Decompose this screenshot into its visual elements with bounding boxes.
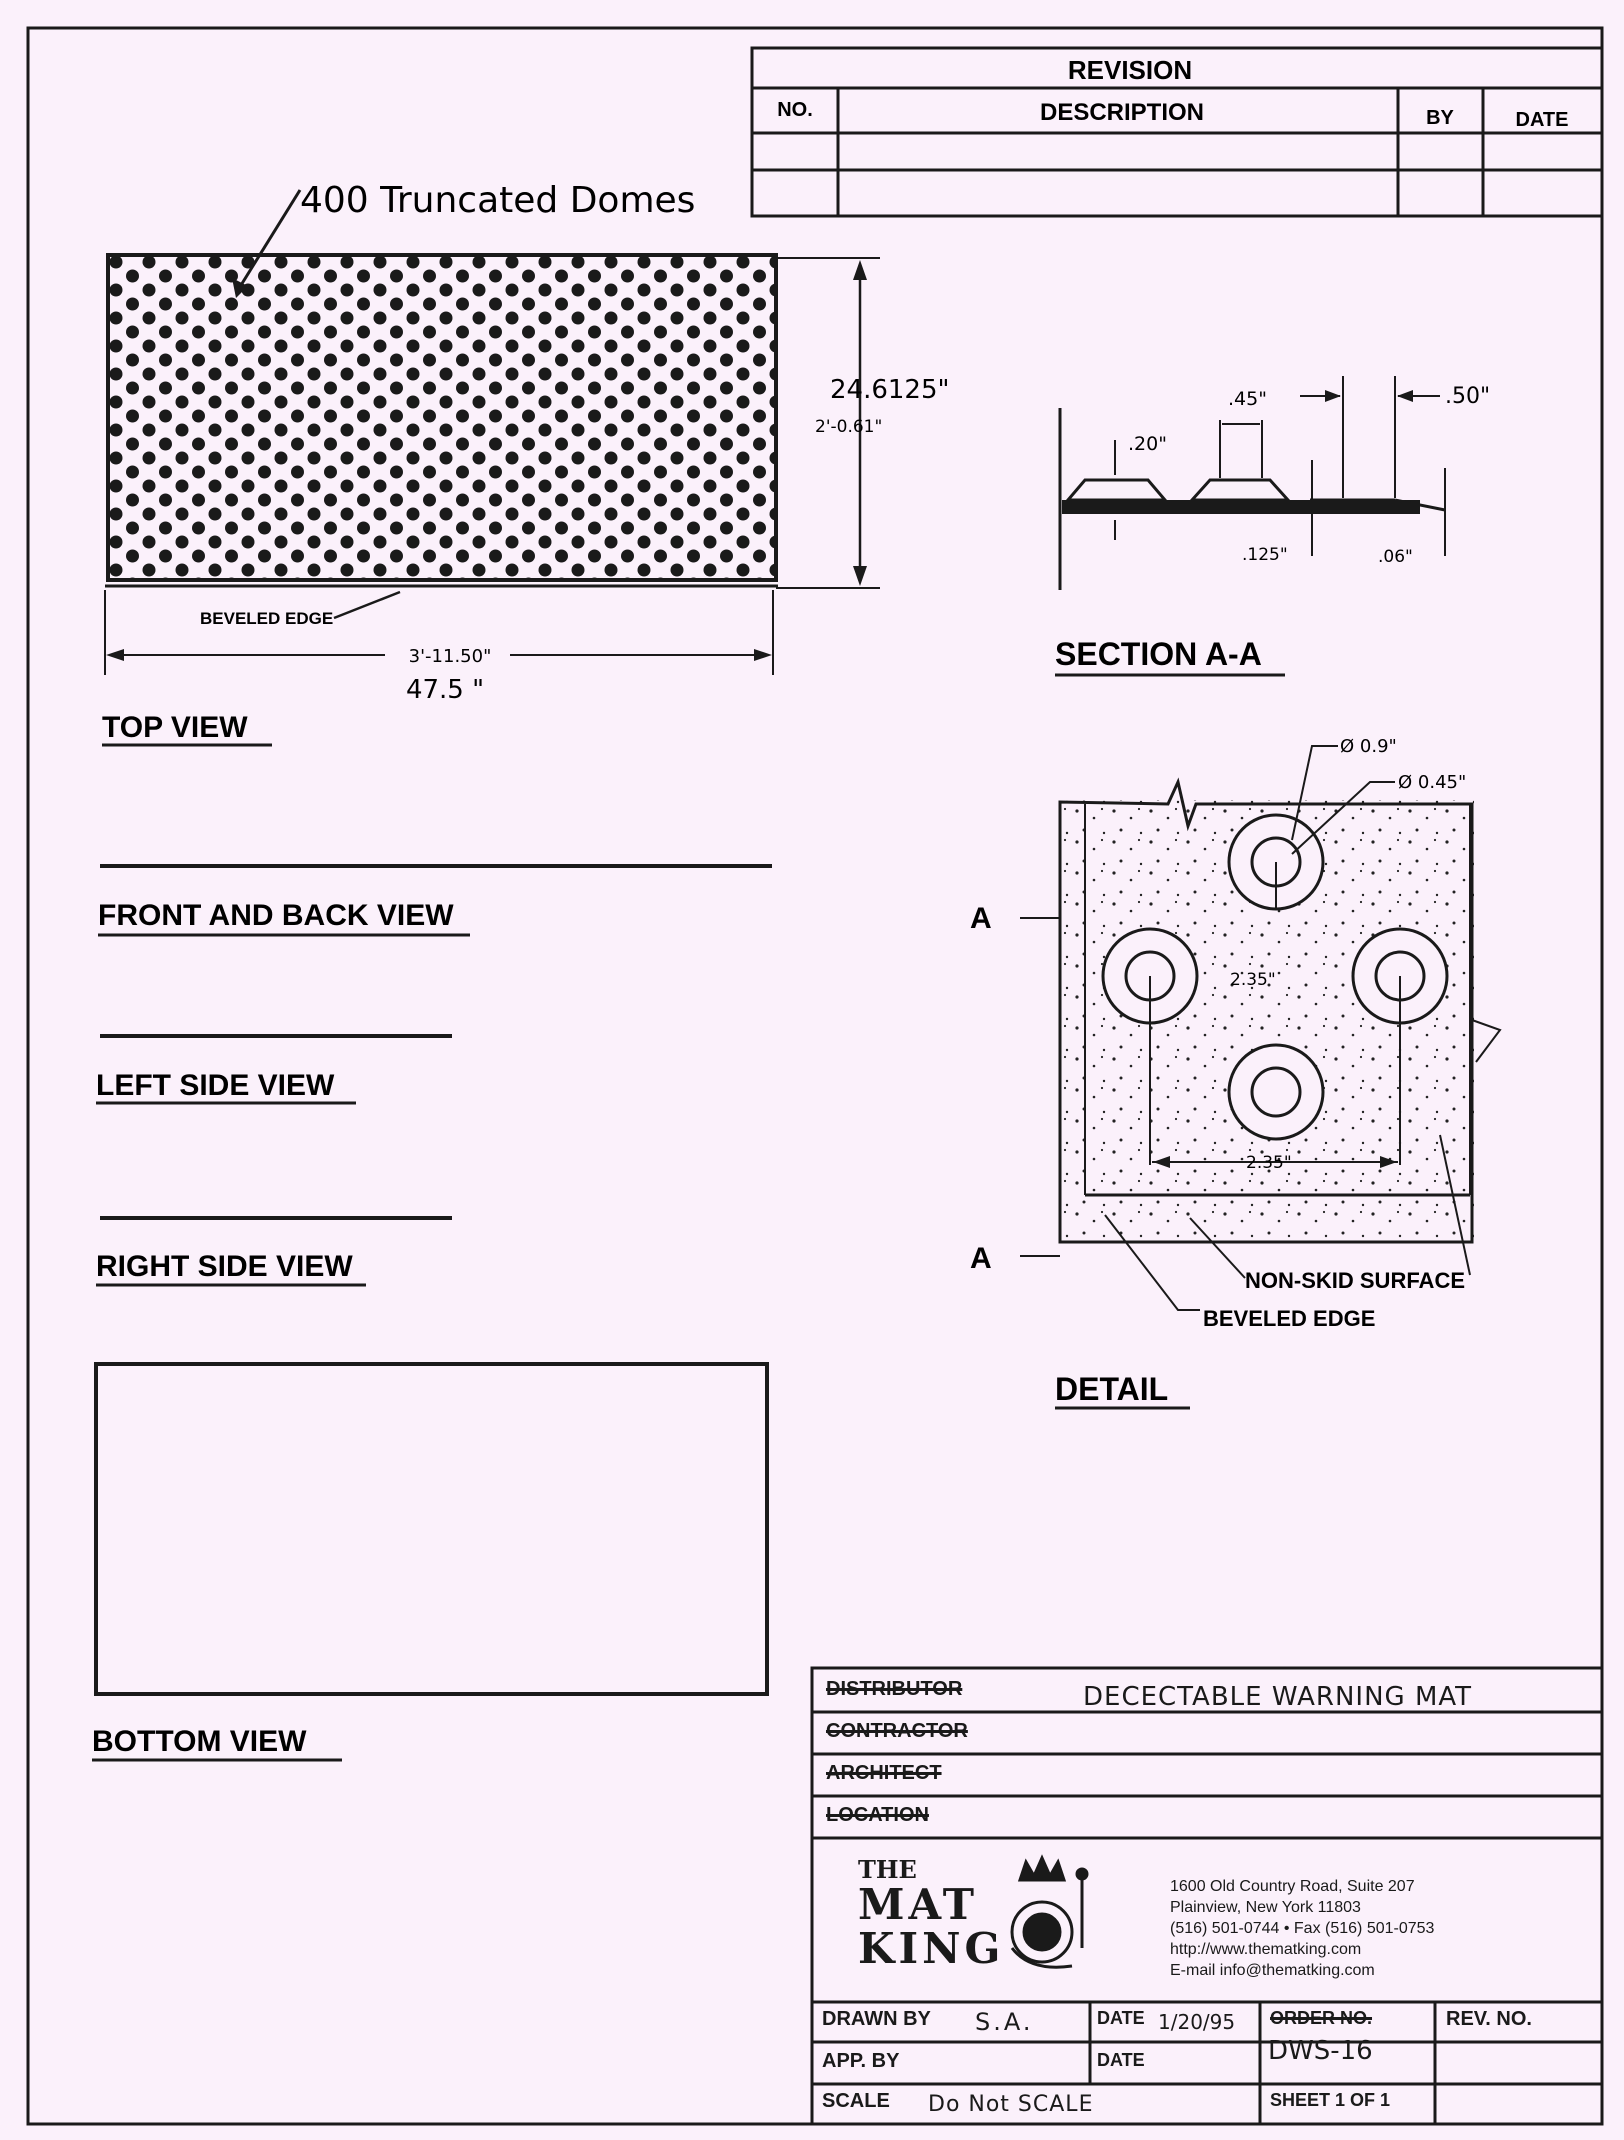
date-label: DATE xyxy=(1097,2008,1145,2028)
height-feet: 2'-0.61" xyxy=(815,417,883,437)
detail-beveled-edge: BEVELED EDGE xyxy=(1203,1306,1376,1331)
detail-spacing-h: 2.35" xyxy=(1246,1153,1292,1173)
detail-label: DETAIL xyxy=(1055,1371,1169,1407)
detail-non-skid: NON-SKID SURFACE xyxy=(1245,1268,1466,1293)
distributor-value: DECECTABLE WARNING MAT xyxy=(1083,1682,1473,1712)
drawn-by-value: S.A. xyxy=(975,2008,1034,2036)
height-arrow-top xyxy=(853,260,867,280)
top-beveled-edge-label: BEVELED EDGE xyxy=(200,609,334,628)
sheet-label: SHEET 1 OF 1 xyxy=(1270,2090,1391,2110)
bottom-view-label: BOTTOM VIEW xyxy=(92,1725,307,1758)
section-dim-125: .125" xyxy=(1242,545,1288,565)
left-side-view-label: LEFT SIDE VIEW xyxy=(96,1069,335,1102)
order-no-value: DWS-16 xyxy=(1268,2036,1373,2066)
detail-dia-inner: Ø 0.45" xyxy=(1398,772,1467,793)
distributor-label: DISTRIBUTOR xyxy=(826,1678,963,1700)
height-inches: 24.6125" xyxy=(830,375,950,405)
front-back-view-label: FRONT AND BACK VIEW xyxy=(98,899,454,932)
rev-col-no: NO. xyxy=(777,99,813,121)
section-dim-50: .50" xyxy=(1445,384,1491,409)
bottom-view-box xyxy=(96,1364,767,1694)
rev-col-date: DATE xyxy=(1515,109,1569,131)
date-value: 1/20/95 xyxy=(1158,2010,1236,2034)
scale-value: Do Not SCALE xyxy=(928,2092,1094,2117)
company-address xyxy=(1170,1876,1434,1981)
top-view-mat xyxy=(108,255,776,580)
order-no-label: ORDER NO. xyxy=(1270,2008,1373,2028)
location-label: LOCATION xyxy=(826,1804,929,1826)
contractor-label: CONTRACTOR xyxy=(826,1720,968,1742)
architect-label: ARCHITECT xyxy=(826,1762,942,1784)
address-phone: (516) 501-0744 • Fax (516) 501-0753 xyxy=(1170,1920,1435,1937)
revision-title: REVISION xyxy=(1067,55,1193,85)
address-line-1: 1600 Old Country Road, Suite 207 xyxy=(1170,1878,1415,1895)
section-label: SECTION A-A xyxy=(1055,636,1262,672)
logo-the: THE xyxy=(858,1855,917,1884)
rev-col-description: DESCRIPTION xyxy=(1039,99,1205,126)
logo-mat: MAT xyxy=(858,1880,979,1929)
scale-label: SCALE xyxy=(822,2090,890,2112)
top-view-label: TOP VIEW xyxy=(102,711,248,744)
drawn-by-label: DRAWN BY xyxy=(822,2008,931,2030)
section-dim-50-head-r xyxy=(1397,390,1413,402)
address-email: E-mail info@thematking.com xyxy=(1170,1962,1375,1979)
section-dim-20: .20" xyxy=(1128,433,1167,455)
width-feet: 3'-11.50" xyxy=(408,646,492,667)
height-arrow-bottom xyxy=(853,566,867,586)
section-dim-50-head-l xyxy=(1325,390,1341,402)
address-website: http://www.thematking.com xyxy=(1170,1941,1362,1958)
detail-dia-outer: Ø 0.9" xyxy=(1340,736,1397,757)
domes-callout: 400 Truncated Domes xyxy=(300,180,696,221)
logo-king: KING xyxy=(858,1924,1005,1973)
detail-spacing-diag: 2.35" xyxy=(1230,970,1276,990)
section-dim-06: .06" xyxy=(1378,547,1413,567)
detail-marker-a-bottom: A xyxy=(970,1242,992,1275)
address-line-2: Plainview, New York 11803 xyxy=(1170,1899,1361,1916)
rev-col-by: BY xyxy=(1426,107,1454,129)
width-arrow-left xyxy=(106,649,124,661)
lion-logo-icon xyxy=(1012,1858,1087,1967)
section-dim-45: .45" xyxy=(1228,388,1267,410)
app-by-label: APP. BY xyxy=(822,2050,900,2072)
right-side-view-label: RIGHT SIDE VIEW xyxy=(96,1250,353,1283)
detail-marker-a-top: A xyxy=(970,902,992,935)
rev-no-label: REV. NO. xyxy=(1446,2008,1532,2030)
date2-label: DATE xyxy=(1097,2050,1145,2070)
width-arrow-right xyxy=(754,649,772,661)
top-beveled-leader xyxy=(334,592,400,618)
width-inches: 47.5 " xyxy=(405,675,485,705)
